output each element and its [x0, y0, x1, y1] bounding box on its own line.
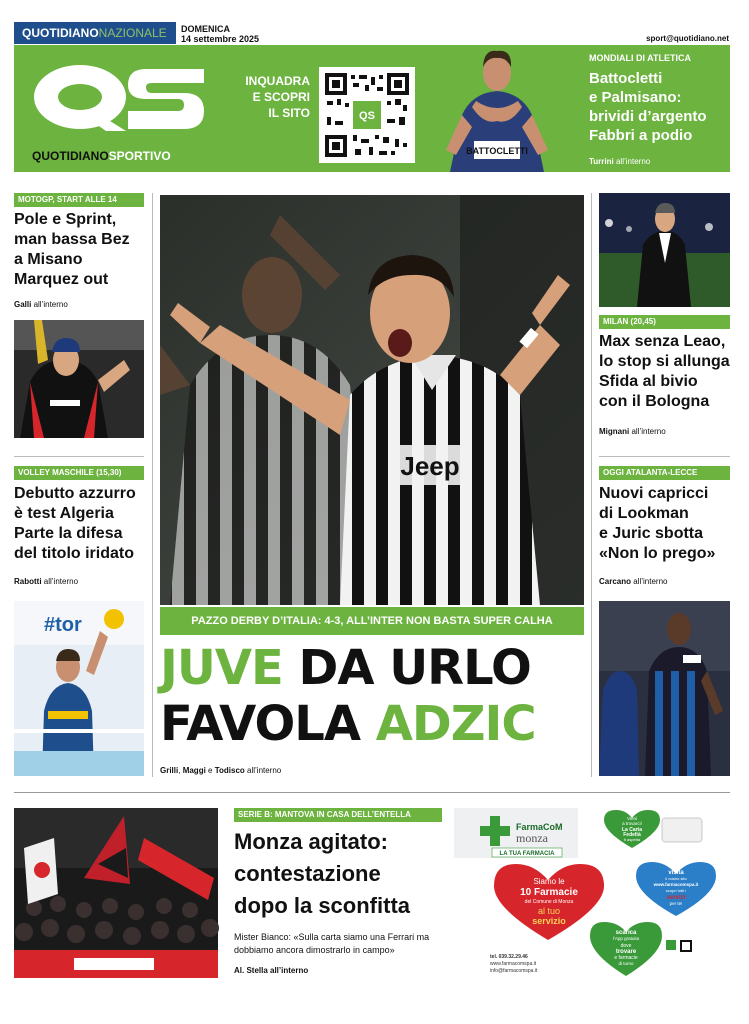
right-story-1-kicker: MILAN (20,45) — [599, 315, 730, 329]
right-story-2-photo — [599, 601, 730, 776]
right-story-2-byline: Carcano all’interno — [599, 577, 668, 586]
qr-caption: INQUADRA E SCOPRI IL SITO — [245, 74, 310, 120]
qr-code[interactable] — [319, 67, 415, 163]
svg-text:e farmacie: e farmacie — [614, 955, 638, 961]
ad-city: monza — [516, 831, 548, 845]
hero-kicker: PAZZO DERBY D’ITALIA: 4-3, ALL’INTER NON BASTA SUPER CALHA — [160, 607, 584, 635]
right-story-1-title[interactable]: Max senza Leao, lo stop si allunga Sfida al bivio con il Bologna — [599, 333, 730, 410]
headline-line-1: JUVE DA URLO — [160, 640, 531, 696]
svg-text:dove: dove — [620, 943, 632, 949]
issue-day: DOMENICA — [181, 24, 230, 34]
svg-text:www.farmacomspa.it: www.farmacomspa.it — [653, 882, 699, 887]
svg-text:trovare: trovare — [615, 949, 637, 955]
qr-center-text: QS — [359, 110, 375, 122]
ad-mail: info@farmacomspa.it — [490, 968, 538, 974]
banner-text: #tor — [44, 614, 82, 636]
right-divider — [599, 456, 730, 457]
bottom-story-byline: Al. Stella all’interno — [234, 966, 309, 975]
issue-date — [181, 24, 259, 44]
left-story-1-byline: Galli all’interno — [14, 300, 68, 309]
brand-light: NAZIONALE — [98, 26, 167, 40]
ad-web: www.farmacomspa.it — [490, 961, 537, 967]
left-column-rule — [152, 193, 153, 777]
main-headline[interactable] — [160, 640, 590, 752]
brand-bold: QUOTIDIANO — [22, 26, 99, 40]
svg-text:Siamo le: Siamo le — [533, 877, 565, 886]
masthead-title: Battocletti e Palmisano: brividi d’argento Fabbri a podio — [589, 70, 707, 144]
right-story-1-photo — [599, 193, 730, 307]
qs-logo — [28, 46, 208, 139]
right-story-2-title[interactable]: Nuovi capricci di Lookman e Juric sbotta «Non lo prego» — [599, 485, 716, 562]
bottom-story-text: Mister Bianco: «Sulla carta siamo una Ferrari ma dobbiamo ancora dimostrarlo in campo» — [234, 932, 430, 955]
svg-text:servizi: servizi — [666, 895, 686, 901]
headline-line-2: FAVOLA ADZIC — [160, 696, 536, 752]
svg-text:Vieni: Vieni — [627, 816, 637, 821]
brand-bar — [14, 22, 176, 44]
svg-text:10 Farmacie: 10 Farmacie — [520, 887, 578, 898]
svg-text:il nostro sito: il nostro sito — [665, 876, 687, 881]
ad-tagline: LA TUA FARMACIA — [499, 851, 555, 857]
masthead — [14, 45, 730, 172]
svg-text:ti aspetta: ti aspetta — [623, 837, 641, 842]
bottom-divider — [14, 792, 730, 793]
masthead-byline: Turrini all’interno — [589, 157, 651, 166]
svg-text:visita: visita — [668, 870, 684, 876]
logo-subtitle: QUOTIDIANOSPORTIVO — [32, 149, 171, 163]
contact-email[interactable]: sport@quotidiano.net — [646, 34, 729, 43]
left-story-2-kicker: VOLLEY MASCHILE (15,30) — [14, 466, 144, 480]
right-story-1-byline: Mignani all’interno — [599, 427, 666, 436]
hero-byline: Grilli, Maggi e Todisco all’interno — [160, 766, 282, 775]
hero-shirt-text: Jeep — [400, 451, 460, 481]
svg-text:del Comune di Monza: del Comune di Monza — [524, 899, 574, 905]
right-column-rule — [591, 193, 592, 777]
left-story-2-byline: Rabotti all’interno — [14, 577, 79, 586]
ad-phone: tel. 039.32.29.46 — [490, 954, 528, 960]
left-story-2-title[interactable]: Debutto azzurro è test Algeria Parte la difesa del titolo iridato — [14, 485, 136, 562]
logo-text: QS — [28, 46, 52, 63]
left-story-1-kicker: MOTOGP, START ALLE 14 — [14, 193, 144, 207]
svg-text:a trovarci!: a trovarci! — [622, 821, 642, 826]
svg-text:per te!: per te! — [669, 901, 683, 906]
svg-text:La Carta: La Carta — [621, 827, 643, 833]
left-divider — [14, 456, 144, 457]
svg-text:di turno: di turno — [618, 961, 634, 966]
right-story-2-kicker: OGGI ATALANTA-LECCE — [599, 466, 730, 480]
hero-photo — [160, 195, 584, 605]
svg-text:l’App gratuita: l’App gratuita — [612, 936, 640, 941]
svg-text:servizio: servizio — [532, 916, 566, 926]
athlete-photo — [432, 45, 562, 172]
svg-text:scopri tutti i: scopri tutti i — [665, 888, 687, 893]
bottom-story-photo — [14, 808, 218, 978]
masthead-kicker: MONDIALI DI ATLETICA — [589, 53, 691, 63]
masthead-story[interactable] — [589, 53, 729, 166]
svg-text:Fedeltà: Fedeltà — [623, 832, 641, 838]
bottom-story-title[interactable]: Monza agitato: contestazione dopo la sconfitta — [234, 829, 410, 918]
app-store-icon — [666, 940, 676, 950]
qr-code-icon — [325, 73, 409, 157]
left-story-2-photo — [14, 601, 144, 776]
athlete-bib: BATTOCLETTI — [466, 146, 528, 156]
issue-date-text: 14 settembre 2025 — [181, 34, 260, 44]
svg-text:al tuo: al tuo — [537, 906, 561, 916]
left-story-1-photo — [14, 320, 144, 438]
ad-brand: FarmaCoM — [516, 822, 563, 832]
left-story-1-title[interactable]: Pole e Sprint, man bassa Bez a Misano Marquez out — [14, 211, 130, 288]
svg-text:scarica: scarica — [615, 930, 637, 936]
farmacom-ad[interactable] — [454, 808, 730, 980]
bottom-story-kicker: SERIE B: MANTOVA IN CASA DELL’ENTELLA — [234, 808, 442, 822]
